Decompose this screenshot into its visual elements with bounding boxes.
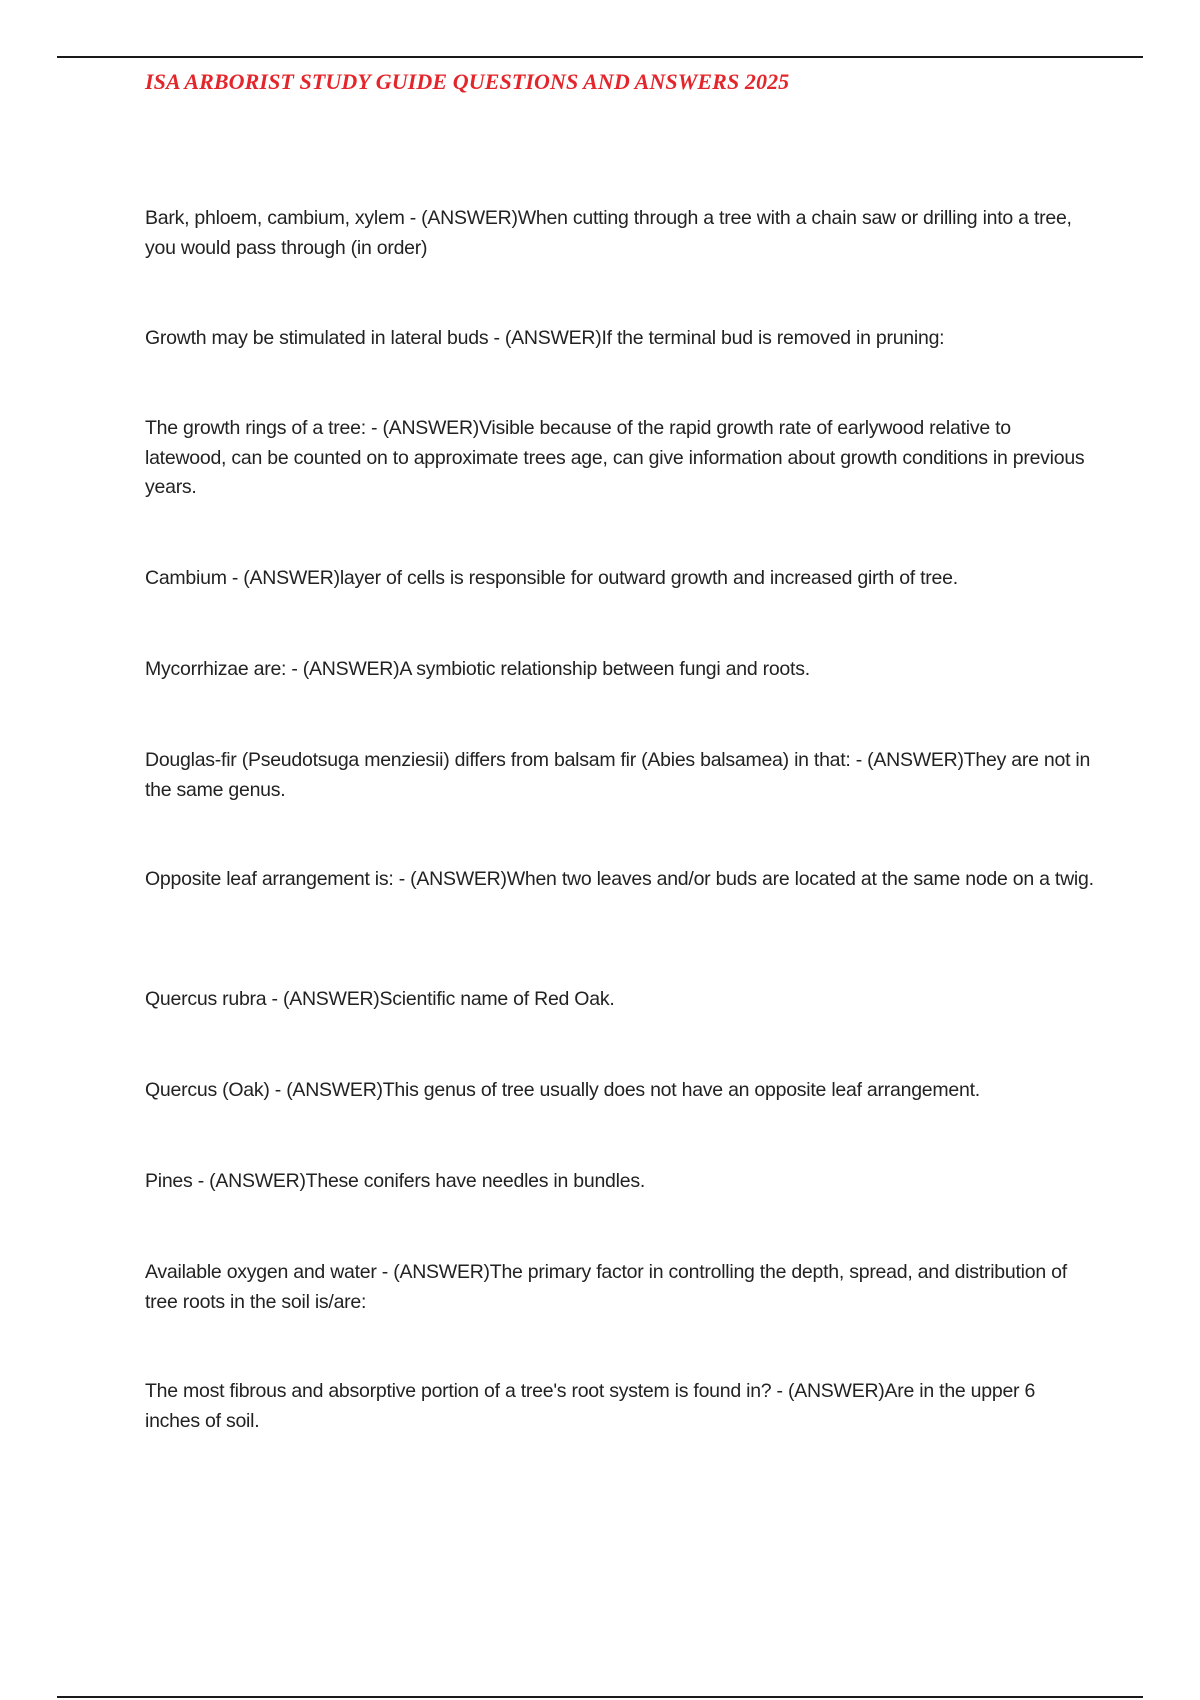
document-title: ISA ARBORIST STUDY GUIDE QUESTIONS AND ANSWERS 2025: [145, 69, 790, 94]
header-rule: [57, 56, 1143, 58]
qa-item: Douglas-fir (Pseudotsuga menziesii) differs from balsam fir (Abies balsamea) in that: - (ANSWER)They are not in the same genus.: [145, 749, 1091, 801]
qa-item: Cambium - (ANSWER)layer of cells is responsible for outward growth and increased girth of tree.: [145, 567, 958, 589]
qa-item: The growth rings of a tree: - (ANSWER)Visible because of the rapid growth rate of earlywood relative to latewood, can be counted on to approximate trees age, can give information about growth conditions in previous years.: [145, 417, 1085, 498]
qa-item: Pines - (ANSWER)These conifers have needles in bundles.: [145, 1170, 645, 1192]
qa-item: Available oxygen and water - (ANSWER)The primary factor in controlling the depth, spread, and distribution of tree roots in the soil is/are:: [145, 1261, 1067, 1313]
qa-item: Quercus rubra - (ANSWER)Scientific name of Red Oak.: [145, 988, 615, 1010]
qa-item: The most fibrous and absorptive portion of a tree's root system is found in? - (ANSWER)Are in the upper 6 inches of soil.: [145, 1380, 1036, 1432]
qa-item: Mycorrhizae are: - (ANSWER)A symbiotic relationship between fungi and roots.: [145, 658, 810, 680]
qa-item: Bark, phloem, cambium, xylem - (ANSWER)When cutting through a tree with a chain saw or drilling into a tree, you would pass through (in order): [145, 207, 1072, 259]
footer-rule: [57, 1696, 1143, 1698]
qa-item: Quercus (Oak) - (ANSWER)This genus of tree usually does not have an opposite leaf arrangement.: [145, 1079, 980, 1101]
qa-item: Opposite leaf arrangement is: - (ANSWER)When two leaves and/or buds are located at the same node on a twig.: [145, 868, 1094, 890]
qa-item: Growth may be stimulated in lateral buds - (ANSWER)If the terminal bud is removed in pruning:: [145, 327, 945, 349]
